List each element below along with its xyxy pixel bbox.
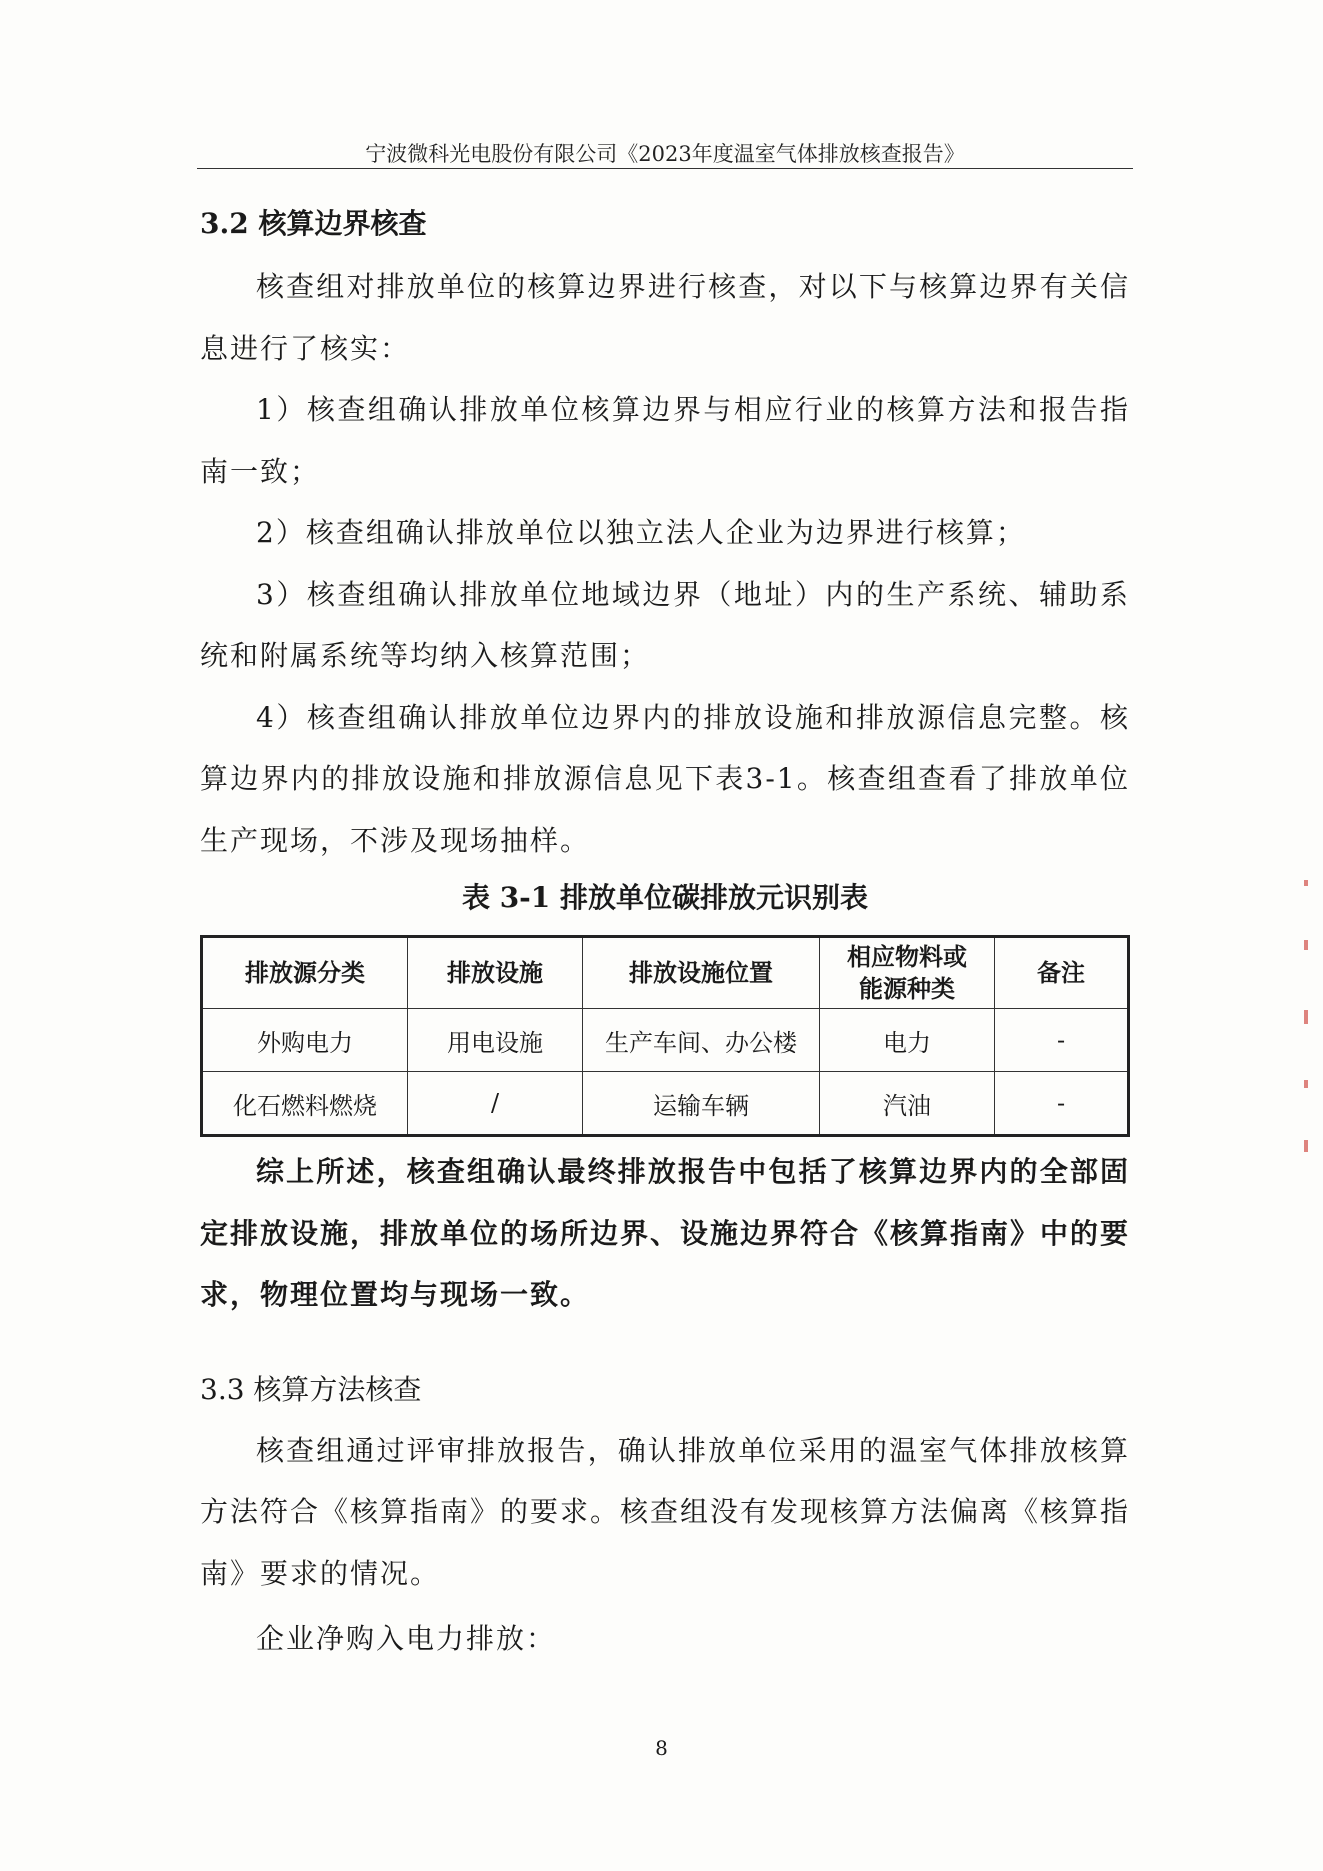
section-paragraph: 核查组通过评审排放报告，确认排放单位采用的温室气体排放核算方法符合《核算指南》的要求。核查组没有发现核算方法偏离《核算指南》要求的情况。 (200, 1433, 1131, 1590)
column-header: 备注 (995, 937, 1129, 1009)
table-cell: - (995, 1072, 1129, 1136)
table-cell: 用电设施 (408, 1009, 583, 1072)
binding-mark (1304, 1140, 1308, 1152)
list-item: 2）核查组确认排放单位以独立法人企业为边界进行核算； (256, 516, 1026, 549)
section-heading-3-3: 3.3 核算方法核查 (200, 1372, 422, 1406)
binding-mark (1304, 940, 1308, 950)
table-row (202, 1072, 1129, 1136)
table-cell: 化石燃料燃烧 (202, 1072, 408, 1136)
section-heading-3-2: 3.2 核算边界核查 (200, 207, 427, 240)
section-conclusion: 综上所述，核查组确认最终排放报告中包括了核算边界内的全部固定排放设施，排放单位的场所边界、设施边界符合《核算指南》中的要求，物理位置均与现场一致。 (200, 1155, 1131, 1311)
running-header: 宁波微科光电股份有限公司《2023年度温室气体排放核查报告》 (365, 142, 965, 166)
table-header-row (202, 937, 1129, 1009)
list-item: 1）核查组确认排放单位核算边界与相应行业的核算方法和报告指南一致； (200, 393, 1130, 488)
table-caption: 表 3-1 排放单位碳排放元识别表 (461, 881, 869, 914)
binding-mark (1304, 1080, 1308, 1088)
table-cell: 电力 (819, 1009, 994, 1072)
column-header: 相应物料或能源种类 (819, 937, 994, 1009)
column-header: 排放设施 (408, 937, 583, 1009)
table-cell: 汽油 (819, 1072, 994, 1136)
binding-mark (1304, 880, 1308, 886)
column-header: 排放设施位置 (583, 937, 820, 1009)
table-row (202, 1009, 1129, 1072)
table-cell: 外购电力 (202, 1009, 408, 1072)
table-cell: / (408, 1072, 583, 1136)
emission-source-table (200, 935, 1130, 1137)
list-item: 4）核查组确认排放单位边界内的排放设施和排放源信息完整。核算边界内的排放设施和排放源信息见下表3-1。核查组查看了排放单位生产现场，不涉及现场抽样。 (200, 700, 1130, 857)
table-cell: 生产车间、办公楼 (583, 1009, 820, 1072)
page-content (200, 200, 1130, 1670)
subheading-electricity: 企业净购入电力排放： (256, 1622, 557, 1655)
table-cell: 运输车辆 (583, 1072, 820, 1136)
page-number: 8 (655, 1736, 668, 1760)
column-header: 排放源分类 (202, 937, 408, 1009)
header-divider (197, 168, 1133, 169)
list-item: 3）核查组确认排放单位地域边界（地址）内的生产系统、辅助系统和附属系统等均纳入核算范围； (200, 577, 1130, 672)
section-intro: 核查组对排放单位的核算边界进行核查，对以下与核算边界有关信息进行了核实： (200, 270, 1130, 365)
table-cell: - (995, 1009, 1129, 1072)
binding-mark (1304, 1010, 1308, 1024)
